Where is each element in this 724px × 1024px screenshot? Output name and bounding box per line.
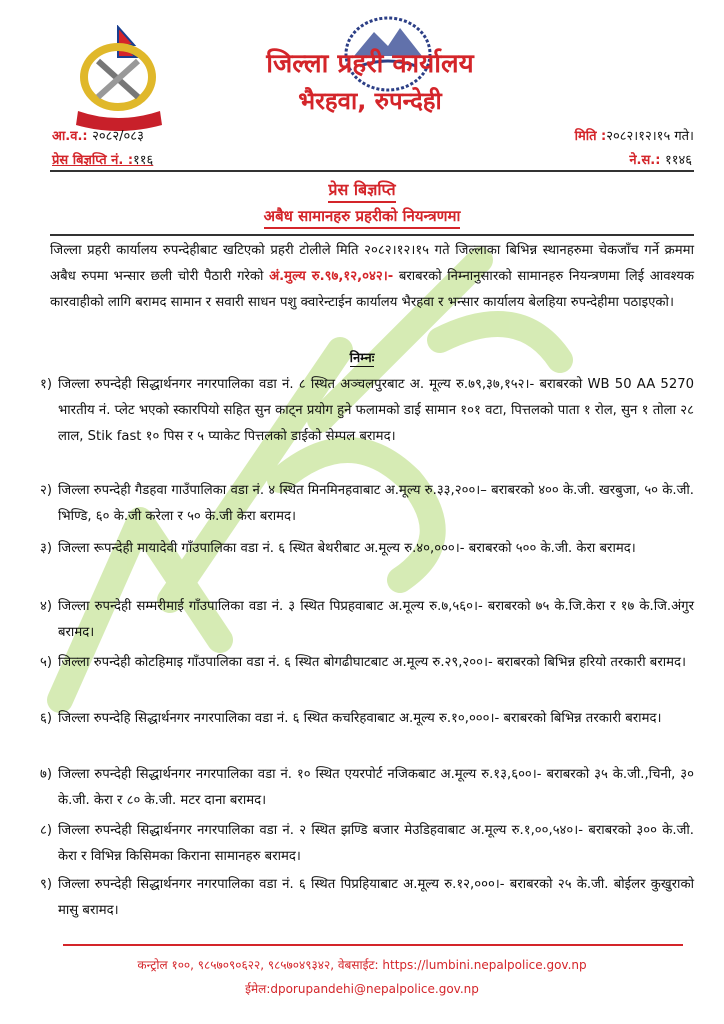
footer-contact: कन्ट्रोल १००, ९८५७०९०६२२, ९८५७०४९३४२, वेबसाईट: https://lumbini.nepalpolice.gov.np [137,958,587,972]
date [575,126,694,144]
press-release-number-value: ११६ [133,153,154,168]
list-item [40,872,694,924]
item-text: जिल्ला रुपन्देही गैडहवा गाउँपालिका वडा नं. ४ स्थित मिनमिनहवाबाट अ.मूल्य रु.३३,२००।– बराबरको ४०० के.जी. खरबुजा, ५० के.जी. भिण्डि, ६० के.जी करेला र ५० के.जी केरा बरामद। [58,483,694,524]
list-item [40,762,694,814]
ns-label: ने.स.: [629,153,661,168]
nepal-police-emblem-logo [70,25,170,135]
list-item [40,706,694,732]
fiscal-year-label: आ.व.: [52,129,88,144]
item-number: ४) [40,599,53,614]
item-number: १) [40,377,53,392]
item-number: ६) [40,711,53,726]
intro-paragraph [50,238,694,316]
item-text: जिल्ला रुपन्देही सिद्धार्थनगर नगरपालिका वडा नं. १० स्थित एयरपोर्ट नजिकबाट अ.मूल्य रु.१३,६००।- बराबरको ३५ के.जी.,चिनी, ३० के.जी. केरा र ८० के.जी. मटर दाना बरामद। [58,767,694,808]
list-item [40,818,694,870]
footer-email[interactable]: ईमेल:dporupandehi@nepalpolice.gov.np [245,982,479,996]
item-number: २) [40,483,53,498]
press-release-heading: प्रेस बिज्ञप्ति [328,178,395,203]
subheading-wrap [0,206,724,229]
title-divider [50,234,694,236]
press-release-number-label: प्रेस बिज्ञप्ति नं. : [52,153,134,168]
header-divider [50,170,694,172]
office-name: जिल्ला प्रहरी कार्यालय [266,49,474,79]
intro-text-after: बराबरको निम्नानुसारको सामानहरु नियन्त्रणमा लिई आवश्यक कारवाहीको लागि बरामद सामान र सवारी साधन पशु क्वारेन्टाईन कार्यालय भैरहवा र भन्सार कार्यालय बेलहिया रुपन्देहीमा पठाइएको। [50,269,694,310]
list-item [40,536,694,562]
office-location: भैरहवा, रुपन्देही [298,87,442,115]
item-text: जिल्ला रूपन्देही मायादेवी गाँउपालिका वडा नं. ६ स्थित बेथरीबाट अ.मूल्य रु.४०,०००।- बराबरको ५०० के.जी. केरा बरामद। [58,541,636,556]
footer-divider [63,944,683,946]
item-text: जिल्ला रुपन्देही सम्मरीमाई गाँउपालिका वडा नं. ३ स्थित पिप्रहवाबाट अ.मूल्य रु.७,५६०।- बराबरको ७५ के.जि.केरा र १७ के.जि.अंगुर बरामद। [58,599,694,640]
ns-value: ११४६ [664,153,692,168]
item-number: ८) [40,823,53,838]
date-label: मिति : [574,129,607,144]
item-text: जिल्ला रुपन्देही कोटहिमाइ गाँउपालिका वडा नं. ६ स्थित बोगढीघाटबाट अ.मूल्य रु.२९,२००।- बराबरको बिभिन्न हरियो तरकारी बरामद। [58,655,687,670]
list-heading-wrap [0,348,724,366]
date-value: २०८२।१२।१५ गते। [606,129,694,144]
item-number: ३) [40,541,53,556]
item-number: ९) [40,877,53,892]
item-text: जिल्ला रुपन्देही सिद्धार्थनगर नगरपालिका वडा नं. ६ स्थित पिप्रहियाबाट अ.मूल्य रु.१२,०००।- बराबरको २५ के.जी. बोईलर कुखुराको मासु बरामद। [58,877,694,918]
total-value-highlight: अं.मुल्य रु.९७,१२,०४२।- [269,269,394,284]
list-item [40,372,694,450]
list-item [40,478,694,530]
list-heading: निम्नः [349,351,375,366]
item-number: ५) [40,655,53,670]
item-text: जिल्ला रुपन्देही सिद्धार्थनगर नगरपालिका वडा नं. ८ स्थित अञ्चलपुरबाट अ. मूल्य रु.७९,३७,१५२।- बराबरको WB 50 AA 5270 भारतीय नं. प्लेट भएको स्कारपियो सहित सुन काट्न प्रयोग हुने फलामको डाई सामान १०१ वटा, पित्तलको पाता १ रोल, सुन १ तोला २८ लाल, Stik fast १० पिस र ५ प्याकेट पित्तलको डाईको सेम्पल बरामद। [58,377,694,444]
list-item [40,650,694,676]
intro-text-before: जिल्ला प्रहरी कार्यालय रुपन्देहीबाट खटिएको प्रहरी टोलीले मिति २०८२।१२।१५ गते जिल्लाका बिभिन्न स्थानहरुमा चेकजाँच गर्ने क्रममा अबैध रुपमा भन्सार छली चोरी पैठारी गरेको [50,243,694,284]
list-item [40,594,694,646]
item-number: ७) [40,767,53,782]
press-release-number [52,150,153,168]
ns-number [629,150,692,168]
fiscal-year [52,126,144,144]
item-text: जिल्ला रुपन्देहि सिद्धार्थनगर नगरपालिका वडा नं. ६ स्थित कचरिहवाबाट अ.मूल्य रु.१०,०००।- बराबरको बिभिन्न तरकारी बरामद। [58,711,662,726]
item-text: जिल्ला रुपन्देही सिद्धार्थनगर नगरपालिका वडा नं. २ स्थित झण्डि बजार मेउडिहवाबाट अ.मूल्य रु.१,००,५४०।- बराबरको ३०० के.जी. केरा र विभिन्न किसिमका किराना सामानहरु बरामद। [58,823,694,864]
press-release-heading-wrap [0,178,724,203]
fiscal-year-value: २०८२/०८३ [92,129,144,144]
press-release-subheading: अबैध सामानहरु प्रहरीको नियन्त्रणमा [264,206,461,229]
